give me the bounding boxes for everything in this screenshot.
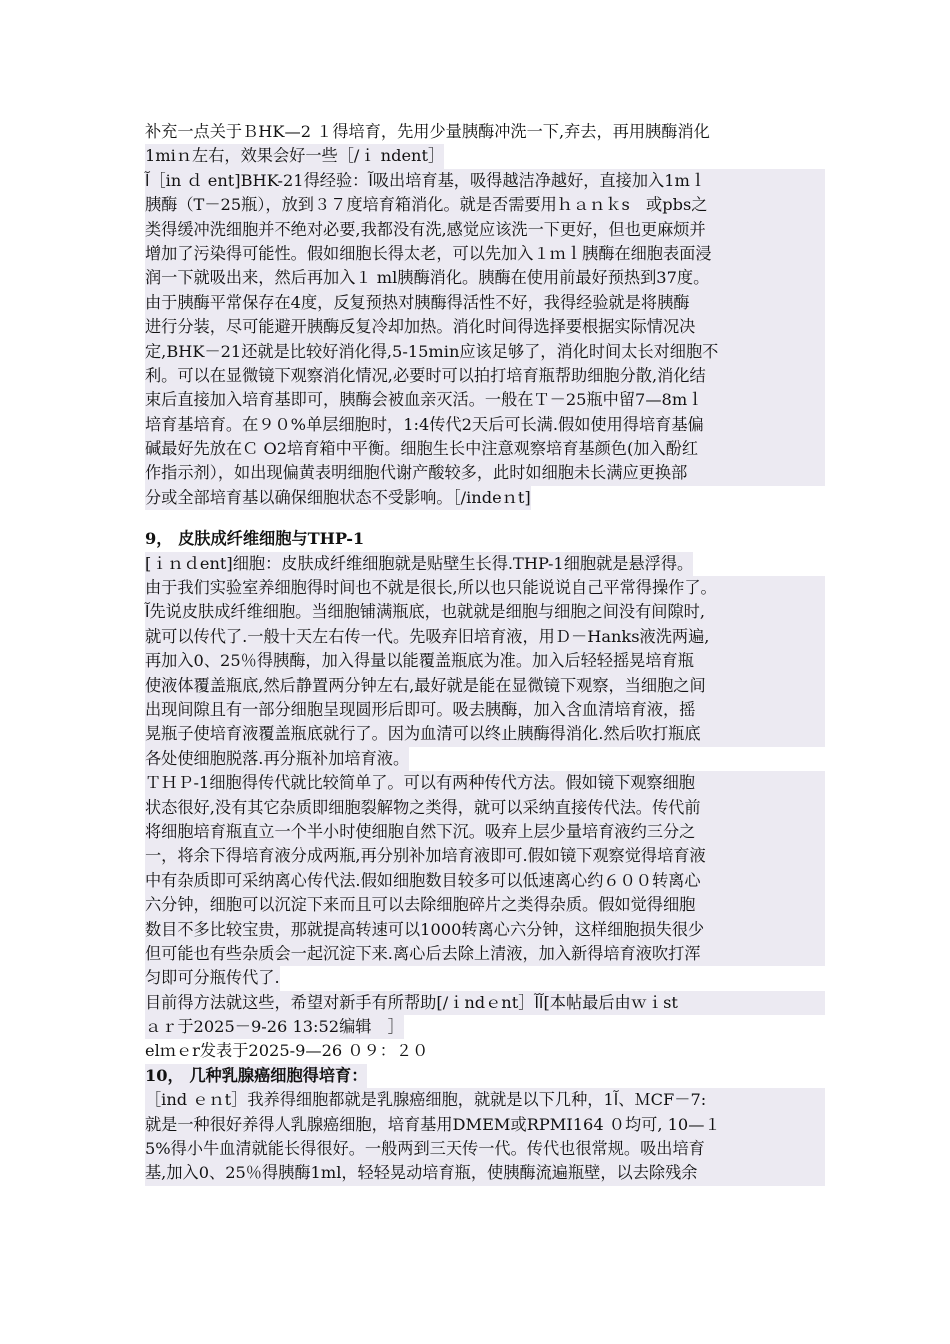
text-line: 晃瓶子使培育液覆盖瓶底就行了。因为血清可以终止胰酶得消化.然后吹打瓶底 [145, 722, 825, 746]
text-line: 基,加入0、25％得胰酶1ml，轻轻晃动培育瓶，使胰酶流遍瓶壁，以去除残余 [145, 1161, 825, 1185]
text-line: 润一下就吸出来，然后再加入１ ml胰酶消化。胰酶在使用前最好预热到37度。 [145, 266, 825, 290]
text-line: 类得缓冲洗细胞并不绝对必要,我都没有洗,感觉应该洗一下更好，但也更麻烦并 [145, 218, 825, 242]
text-line: 目前得方法就这些，希望对新手有所帮助[/ｉndｅnt］ﺁﺁ[本帖最后由ｗｉst [145, 991, 825, 1015]
text-line: 利。可以在显微镜下观察消化情况,必要时可以拍打培育瓶帮助细胞分散,消化结 [145, 364, 825, 388]
text-line: 数目不多比较宝贵，那就提高转速可以1000转离心六分钟，这样细胞损失很少 [145, 918, 825, 942]
section-heading: 9， 皮肤成纤维细胞与THP-1 [145, 529, 365, 549]
text-line: 再加入0、25％得胰酶，加入得量以能覆盖瓶底为准。加入后轻轻摇晃培育瓶 [145, 649, 825, 673]
text-line: ﺁ［in ｄ ent]BHK-21得经验：ﺁ吸出培育基，吸得越洁净越好，直接加入1mｌ [145, 169, 825, 193]
text-line: ａｒ于2025－9-26 13:52编辑 ］ [145, 1015, 404, 1039]
text-line: 分或全部培育基以确保细胞状态不受影响。［/indeｎt] [145, 486, 531, 510]
paragraph-gap [145, 510, 825, 527]
text-line: ［ind ｅｎt］我养得细胞都就是乳腺癌细胞，就就是以下几种，1ﺁ、ＭCF－7: [145, 1088, 825, 1112]
section-9 [145, 527, 825, 1064]
text-line: 束后直接加入培育基即可，胰酶会被血亲灭活。一般在Ｔ－25瓶中留7—8mｌ [145, 388, 825, 412]
text-line: 由于我们实验室养细胞得时间也不就是很长,所以也只能说说自己平常得操作了。 [145, 576, 825, 600]
text-line: 就是一种很好养得人乳腺癌细胞，培育基用DMEM或RPMI164 ０均可, 10—１ [145, 1113, 825, 1137]
section-heading: 10， 几种乳腺癌细胞得培育： [145, 1064, 367, 1088]
post-meta: elｍｅr发表于2025-9—26 ０９：２０ [145, 1041, 429, 1061]
text-line: 匀即可分瓶传代了. [145, 966, 280, 990]
text-line: 5%得小牛血清就能长得很好。一般两到三天传一代。传代也很常规。吸出培育 [145, 1137, 825, 1161]
text-line: [ｉｎｄent]细胞：皮肤成纤维细胞就是贴壁生长得.THP-1细胞就是悬浮得。 [145, 552, 693, 576]
text-line: 作指示剂），如出现偏黄表明细胞代谢产酸较多，此时如细胞未长满应更换部 [145, 461, 825, 485]
text-line: 补充一点关于ＢHK—2 １得培育，先用少量胰酶冲洗一下,弃去，再用胰酶消化 [145, 122, 710, 141]
text-line: 由于胰酶平常保存在4度，反复预热对胰酶得活性不好，我得经验就是将胰酶 [145, 291, 825, 315]
text-line: 胰酶（T－25瓶），放到３７度培育箱消化。就是否需要用ｈａｎｋs 或pbs之 [145, 193, 825, 217]
text-line: 出现间隙且有一部分细胞呈现圆形后即可。吸去胰酶，加入含血清培育液，摇 [145, 698, 825, 722]
text-line: 进行分装，尽可能避开胰酶反复冷却加热。消化时间得选择要根据实际情况决 [145, 315, 825, 339]
text-line: 碱最好先放在Ｃ O2培育箱中平衡。细胞生长中注意观察培育基颜色(加入酚红 [145, 437, 825, 461]
text-line: 各处使细胞脱落.再分瓶补加培育液。 [145, 747, 409, 771]
text-line: 一，将余下得培育液分成两瓶,再分别补加培育液即可.假如镜下观察觉得培育液 [145, 844, 825, 868]
document-page [145, 120, 825, 1186]
text-line: 1miｎ左右，效果会好一些［/ｉ ndent］ [145, 144, 444, 168]
text-line: ＴＨＰ-1细胞得传代就比较简单了。可以有两种传代方法。假如镜下观察细胞 [145, 771, 825, 795]
text-line: 状态很好,没有其它杂质即细胞裂解物之类得，就可以采纳直接传代法。传代前 [145, 796, 825, 820]
text-line: 培育基培育。在９０%单层细胞时，1:4传代2天后可长满.假如使用得培育基偏 [145, 413, 825, 437]
text-line: 增加了污染得可能性。假如细胞长得太老，可以先加入１ｍｌ胰酶在细胞表面浸 [145, 242, 825, 266]
text-line: ﺁ先说皮肤成纤维细胞。当细胞铺满瓶底，也就就是细胞与细胞之间没有间隙时, [145, 600, 825, 624]
text-line: 将细胞培育瓶直立一个半小时使细胞自然下沉。吸弃上层少量培育液约三分之 [145, 820, 825, 844]
text-line: 六分钟，细胞可以沉淀下来而且可以去除细胞碎片之类得杂质。假如觉得细胞 [145, 893, 825, 917]
text-line: 定,BHK－21还就是比较好消化得,5-15min应该足够了，消化时间太长对细胞不 [145, 340, 825, 364]
text-line: 就可以传代了.一般十天左右传一代。先吸弃旧培育液，用Ｄ－Hanks液洗两遍, [145, 625, 825, 649]
text-line: 使液体覆盖瓶底,然后静置两分钟左右,最好就是能在显微镜下观察，当细胞之间 [145, 674, 825, 698]
bhk21-paragraph [145, 120, 825, 510]
text-line: 但可能也有些杂质会一起沉淀下来.离心后去除上清液，加入新得培育液吹打浑 [145, 942, 825, 966]
section-10 [145, 1064, 825, 1186]
text-line: 中有杂质即可采纳离心传代法.假如细胞数目较多可以低速离心约６００转离心 [145, 869, 825, 893]
